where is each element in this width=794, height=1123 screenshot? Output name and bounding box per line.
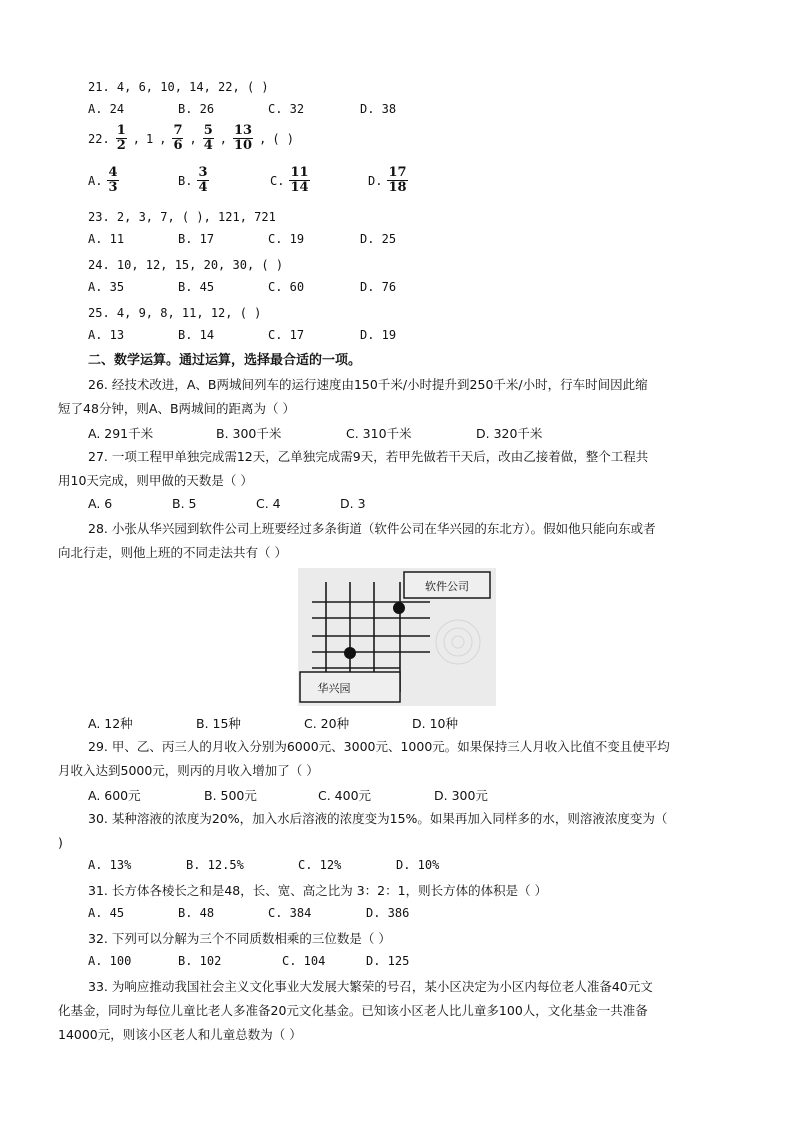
q32-option-c: C. 104 <box>282 954 326 968</box>
q29-option-b: B. 500元 <box>204 788 257 803</box>
q24-option-b: B. 45 <box>178 280 215 294</box>
q22-option-d: D. $\frac{17}{18}$ <box>368 165 407 195</box>
question-33-line-2: 化基金，同时为每位儿童比老人多准备20元文化基金。已知该小区老人比儿童多100人，文化基金一共准备 <box>58 1003 648 1018</box>
question-23: 23. 2, 3, 7, ( ), 121, 721 <box>88 210 276 224</box>
q31-option-c: C. 384 <box>268 906 312 920</box>
q30-option-b: B. 12.5% <box>186 858 244 872</box>
q26-option-d: D. 320千米 <box>476 426 543 441</box>
q21-option-b: B. 26 <box>178 102 215 116</box>
question-29-line-1: 29. 甲、乙、丙三人的月收入分别为6000元、3000元、1000元。如果保持三人月收入比值不变且使平均 <box>88 739 670 754</box>
question-26-line-1: 26. 经技术改进，A、B两城间列车的运行速度由150千米/小时提升到250千米/小时，行车时间因此缩 <box>88 377 648 392</box>
street-grid-svg <box>298 568 496 706</box>
q32-option-a: A. 100 <box>88 954 132 968</box>
q22-term-4: $\frac{5}{4}$ <box>203 123 213 153</box>
q29-option-a: A. 600元 <box>88 788 141 803</box>
q32-option-b: B. 102 <box>178 954 222 968</box>
question-31: 31. 长方体各棱长之和是48，长、宽、高之比为 3：2：1，则长方体的体积是（ ） <box>88 883 548 898</box>
q22-option-c: C. $\frac{11}{14}$ <box>270 165 309 195</box>
question-25: 25. 4, 9, 8, 11, 12, ( ) <box>88 306 262 320</box>
question-30-line-1: 30. 某种溶液的浓度为20%，加入水后溶液的浓度变为15%。如果再加入同样多的水，则溶液浓度变为（ <box>88 811 668 826</box>
street-grid-figure <box>298 568 496 706</box>
q25-option-b: B. 14 <box>178 328 215 342</box>
question-29-line-2: 月收入达到5000元，则丙的月收入增加了（ ） <box>58 763 319 778</box>
question-27-line-1: 27. 一项工程甲单独完成需12天，乙单独完成需9天，若甲先做若干天后，改由乙接着做，整个工程共 <box>88 449 649 464</box>
q23-option-b: B. 17 <box>178 232 215 246</box>
q28-option-a: A. 12种 <box>88 716 133 731</box>
q22-term-5: $\frac{13}{10}$ <box>234 123 253 153</box>
question-21: 21. 4, 6, 10, 14, 22, ( ) <box>88 80 269 94</box>
question-30-line-2: ) <box>58 835 63 850</box>
q25-option-d: D. 19 <box>360 328 397 342</box>
q24-option-a: A. 35 <box>88 280 125 294</box>
question-27-line-2: 用10天完成，则甲做的天数是（ ） <box>58 473 253 488</box>
q22-option-a: A. $\frac{4}{3}$ <box>88 165 118 195</box>
q32-option-d: D. 125 <box>366 954 410 968</box>
question-26-line-2: 短了48分钟，则A、B两城间的距离为（ ） <box>58 401 296 416</box>
q22-term-3: $\frac{7}{6}$ <box>173 123 183 153</box>
q29-option-c: C. 400元 <box>318 788 372 803</box>
question-28-line-1: 28. 小张从华兴园到软件公司上班要经过多条街道（软件公司在华兴园的东北方）。假如他只能向东或者 <box>88 521 656 536</box>
q22-term-1: $\frac{1}{2}$ <box>116 123 126 153</box>
q24-option-c: C. 60 <box>268 280 305 294</box>
question-22: 22. $\frac{1}{2}$ , 1 , $\frac{7}{6}$ , $\frac{5}{4}$ , $\frac{13}{10}$ , ( ) <box>88 123 295 153</box>
q31-option-d: D. 386 <box>366 906 410 920</box>
q26-option-b: B. 300千米 <box>216 426 282 441</box>
company-label: 软件公司 <box>425 580 469 593</box>
q27-option-c: C. 4 <box>256 496 281 511</box>
q25-option-a: A. 13 <box>88 328 125 342</box>
waypoint-upper <box>393 602 405 614</box>
q31-option-b: B. 48 <box>178 906 215 920</box>
q26-option-a: A. 291千米 <box>88 426 154 441</box>
question-28-line-2: 向北行走，则他上班的不同走法共有（ ） <box>58 545 287 560</box>
q28-option-d: D. 10种 <box>412 716 458 731</box>
q27-option-d: D. 3 <box>340 496 366 511</box>
q30-option-a: A. 13% <box>88 858 132 872</box>
question-33-line-1: 33. 为响应推动我国社会主义文化事业大发展大繁荣的号召，某小区决定为小区内每位老人准备40元文 <box>88 979 653 994</box>
q26-option-c: C. 310千米 <box>346 426 412 441</box>
waypoint-lower <box>344 647 356 659</box>
q22-blank: ( ) <box>272 131 295 146</box>
q30-option-c: C. 12% <box>298 858 342 872</box>
q27-option-a: A. 6 <box>88 496 113 511</box>
q28-option-b: B. 15种 <box>196 716 241 731</box>
q23-option-d: D. 25 <box>360 232 397 246</box>
section-heading: 二、数学运算。通过运算，选择最合适的一项。 <box>88 353 362 368</box>
q21-option-d: D. 38 <box>360 102 397 116</box>
q22-option-b: B. $\frac{3}{4}$ <box>178 165 208 195</box>
q31-option-a: A. 45 <box>88 906 125 920</box>
q25-option-c: C. 17 <box>268 328 305 342</box>
watermark-circles <box>436 620 480 664</box>
question-32: 32. 下列可以分解为三个不同质数相乘的三位数是（ ） <box>88 931 391 946</box>
q22-term-2: 1 <box>145 131 154 146</box>
q22-label: 22. <box>88 131 110 146</box>
home-label: 华兴园 <box>317 682 351 695</box>
q28-option-c: C. 20种 <box>304 716 350 731</box>
q27-option-b: B. 5 <box>172 496 197 511</box>
q29-option-d: D. 300元 <box>434 788 488 803</box>
q21-option-a: A. 24 <box>88 102 125 116</box>
question-24: 24. 10, 12, 15, 20, 30, ( ) <box>88 258 284 272</box>
q23-option-a: A. 11 <box>88 232 125 246</box>
q30-option-d: D. 10% <box>396 858 440 872</box>
q23-option-c: C. 19 <box>268 232 305 246</box>
question-33-line-3: 14000元，则该小区老人和儿童总数为（ ） <box>58 1027 302 1042</box>
q21-option-c: C. 32 <box>268 102 305 116</box>
q24-option-d: D. 76 <box>360 280 397 294</box>
